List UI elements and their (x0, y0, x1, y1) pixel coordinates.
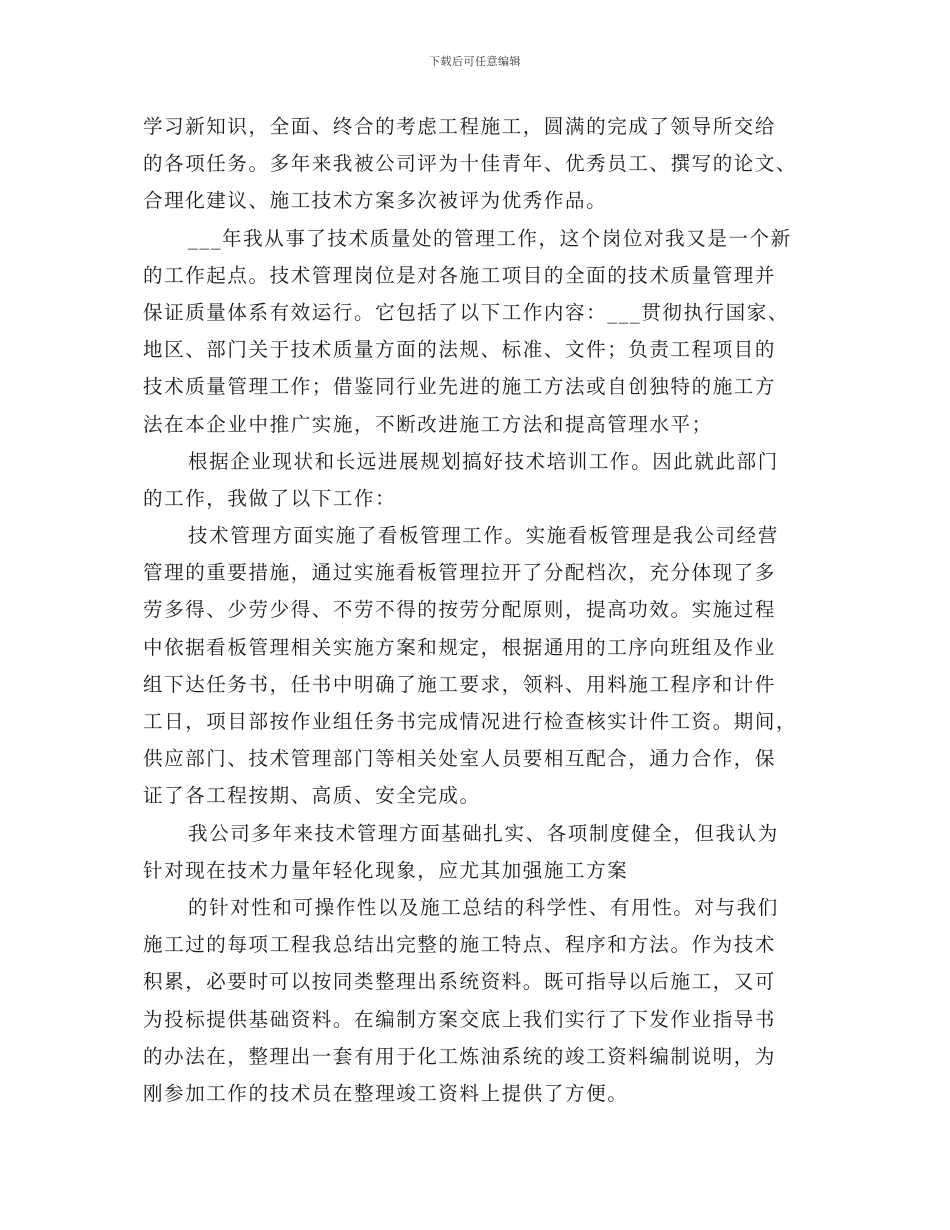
text-line: 技术质量管理工作；借鉴同行业先进的施工方法或自创独特的施工方 (143, 375, 777, 399)
text-line: 管理的重要措施，通过实施看板管理拉开了分配档次，充分体现了多 (143, 561, 777, 585)
text-line: 的工作，我做了以下工作： (143, 486, 397, 510)
text-line: 工日，项目部按作业组任务书完成情况进行检查核实计件工资。期间， (143, 710, 798, 733)
text-line: 为投标提供基础资料。在编制方案交底上我们实行了下发作业指导书 (143, 1007, 777, 1031)
text-line: 地区、部门关于技术质量方面的法规、标准、文件；负责工程项目的 (143, 338, 777, 362)
text-line: 的工作起点。技术管理岗位是对各施工项目的全面的技术质量管理并 (143, 263, 777, 287)
text-line: 学习新知识，全面、终合的考虑工程施工，圆满的完成了领导所交给 (143, 115, 777, 138)
text-line: 供应部门、技术管理部门等相关处室人员要相互配合，通力合作，保 (143, 747, 777, 771)
text-line: 技术管理方面实施了看板管理工作。实施看板管理是我公司经营 (188, 524, 779, 548)
text-line: ___年我从事了技术质量处的管理工作，这个岗位对我又是一个新 (188, 226, 792, 250)
text-line: 保证质量体系有效运行。它包括了以下工作内容：___贯彻执行国家、 (143, 300, 789, 324)
text-line: 劳多得、少劳少得、不劳不得的按劳分配原则，提高功效。实施过程 (143, 598, 777, 622)
text-line: 针对现在技术力量年轻化现象，应尤其加强施工方案 (143, 858, 629, 882)
document-body (143, 108, 813, 1112)
text-line: 我公司多年来技术管理方面基础扎实、各项制度健全，但我认为 (188, 821, 779, 845)
text-line: 的针对性和可操作性以及施工总结的科学性、有用性。对与我们 (188, 895, 779, 919)
text-line: 的各项任务。多年来我被公司评为十佳青年、优秀员工、撰写的论文、 (143, 152, 798, 176)
text-line: 组下达任务书，任书中明确了施工要求，领料、用料施工程序和计件 (143, 672, 777, 696)
text-line: 中依据看板管理相关实施方案和规定，根据通用的工序向班组及作业 (143, 635, 777, 659)
page-header: 下载后可任意编辑 (429, 55, 521, 68)
text-line: 的办法在，整理出一套有用于化工炼油系统的竣工资料编制说明，为 (143, 1044, 777, 1068)
text-line: 合理化建议、施工技术方案多次被评为优秀作品。 (143, 189, 608, 213)
text-line: 施工过的每项工程我总结出完整的施工特点、程序和方法。作为技术 (143, 933, 777, 957)
text-line: 法在本企业中推广实施，不断改进施工方法和提高管理水平； (143, 412, 713, 436)
text-line: 根据企业现状和长远进展规划搞好技术培训工作。因此就此部门 (188, 449, 779, 473)
text-line: 刚参加工作的技术员在整理竣工资料上提供了方便。 (143, 1081, 629, 1105)
text-line: 积累，必要时可以按同类整理出系统资料。既可指导以后施工，又可 (143, 970, 777, 994)
text-line: 证了各工程按期、高质、安全完成。 (143, 784, 481, 808)
